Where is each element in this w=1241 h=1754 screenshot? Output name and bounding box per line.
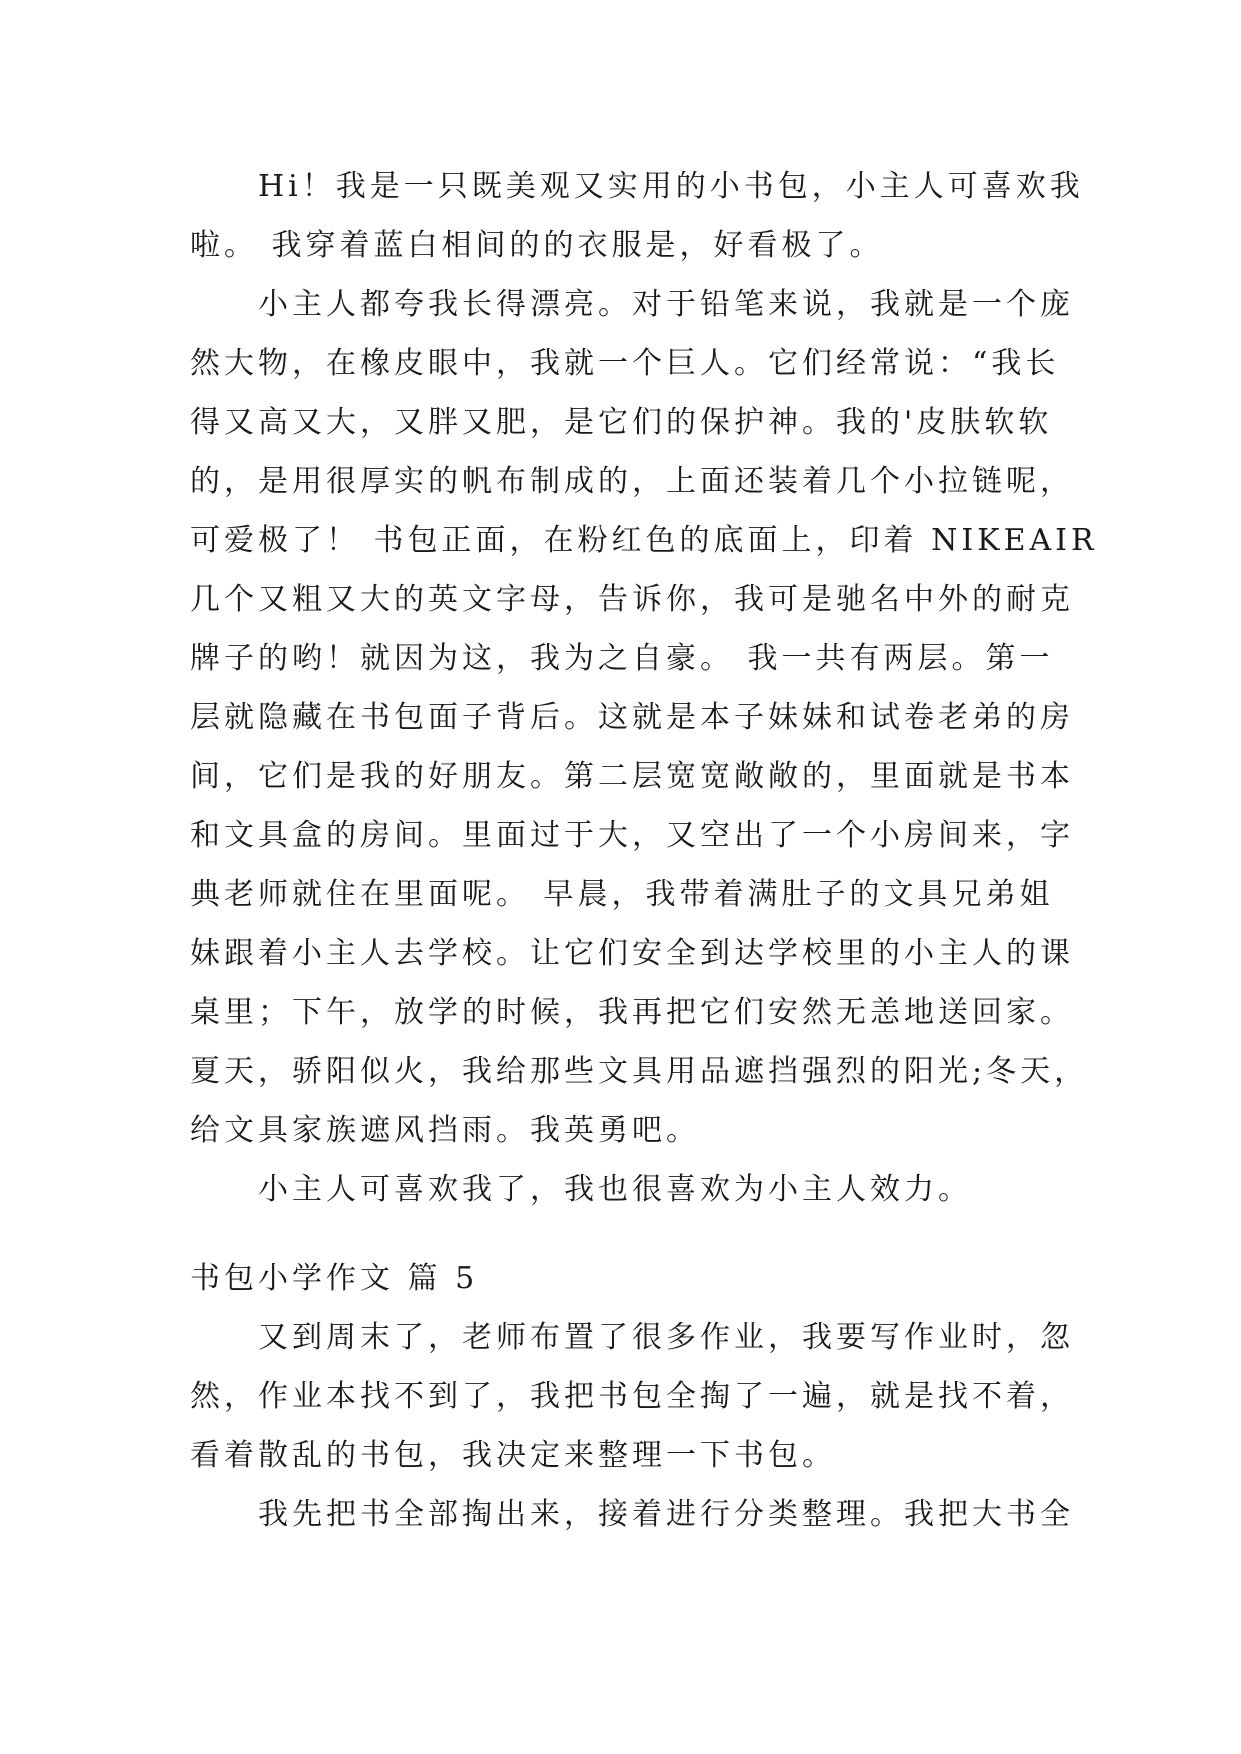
text-line: 小主人都夸我长得漂亮。对于铅笔来说，我就是一个庞 [190,287,1074,322]
text-line: 然大物，在橡皮眼中，我就一个巨人。它们经常说：“我长 [190,346,1060,381]
text-line: 给文具家族遮风挡雨。我英勇吧。 [190,1113,700,1148]
text-line: 看着散乱的书包，我决定来整理一下书包。 [190,1438,836,1473]
text-line: 几个又粗又大的英文字母，告诉你，我可是驰名中外的耐克 [190,582,1074,617]
text-line: 然，作业本找不到了，我把书包全掏了一遍，就是找不着， [190,1379,1074,1414]
text-line: 啦。 我穿着蓝白相间的的衣服是，好看极了。 [190,228,884,263]
section-heading: 书包小学作文 篇 5 [190,1261,479,1296]
text-line: 妹跟着小主人去学校。让它们安全到达学校里的小主人的课 [190,936,1074,971]
text-line: 的，是用很厚实的帆布制成的，上面还装着几个小拉链呢， [190,464,1074,499]
text-line: 我先把书全部掏出来，接着进行分类整理。我把大书全 [190,1497,1074,1532]
text-line: 典老师就住在里面呢。 早晨，我带着满肚子的文具兄弟姐 [190,877,1054,912]
text-line: 层就隐藏在书包面子背后。这就是本子妹妹和试卷老弟的房 [190,700,1074,735]
document-page [190,157,1098,1544]
text-line: 得又高又大，又胖又肥，是它们的保护神。我的'皮肤软软 [190,405,1053,440]
section-gap [190,1219,1070,1249]
text-line: 夏天，骄阳似火，我给那些文具用品遮挡强烈的阳光;冬天， [190,1054,1089,1089]
text-line: 牌子的哟！就因为这，我为之自豪。 我一共有两层。第一 [190,641,1054,676]
text-line: 间，它们是我的好朋友。第二层宽宽敞敞的，里面就是书本 [190,759,1074,794]
text-line: 又到周末了，老师布置了很多作业，我要写作业时，忽 [190,1320,1074,1355]
text-line: 小主人可喜欢我了，我也很喜欢为小主人效力。 [190,1172,972,1207]
text-line: 和文具盒的房间。里面过于大，又空出了一个小房间来，字 [190,818,1074,853]
text-line: 桌里；下午，放学的时候，我再把它们安然无恙地送回家。 [190,995,1074,1030]
text-line: Hi！我是一只既美观又实用的小书包，小主人可喜欢我 [190,169,1084,204]
text-line: 可爱极了！ 书包正面，在粉红色的底面上，印着 NIKEAIR [190,523,1098,558]
